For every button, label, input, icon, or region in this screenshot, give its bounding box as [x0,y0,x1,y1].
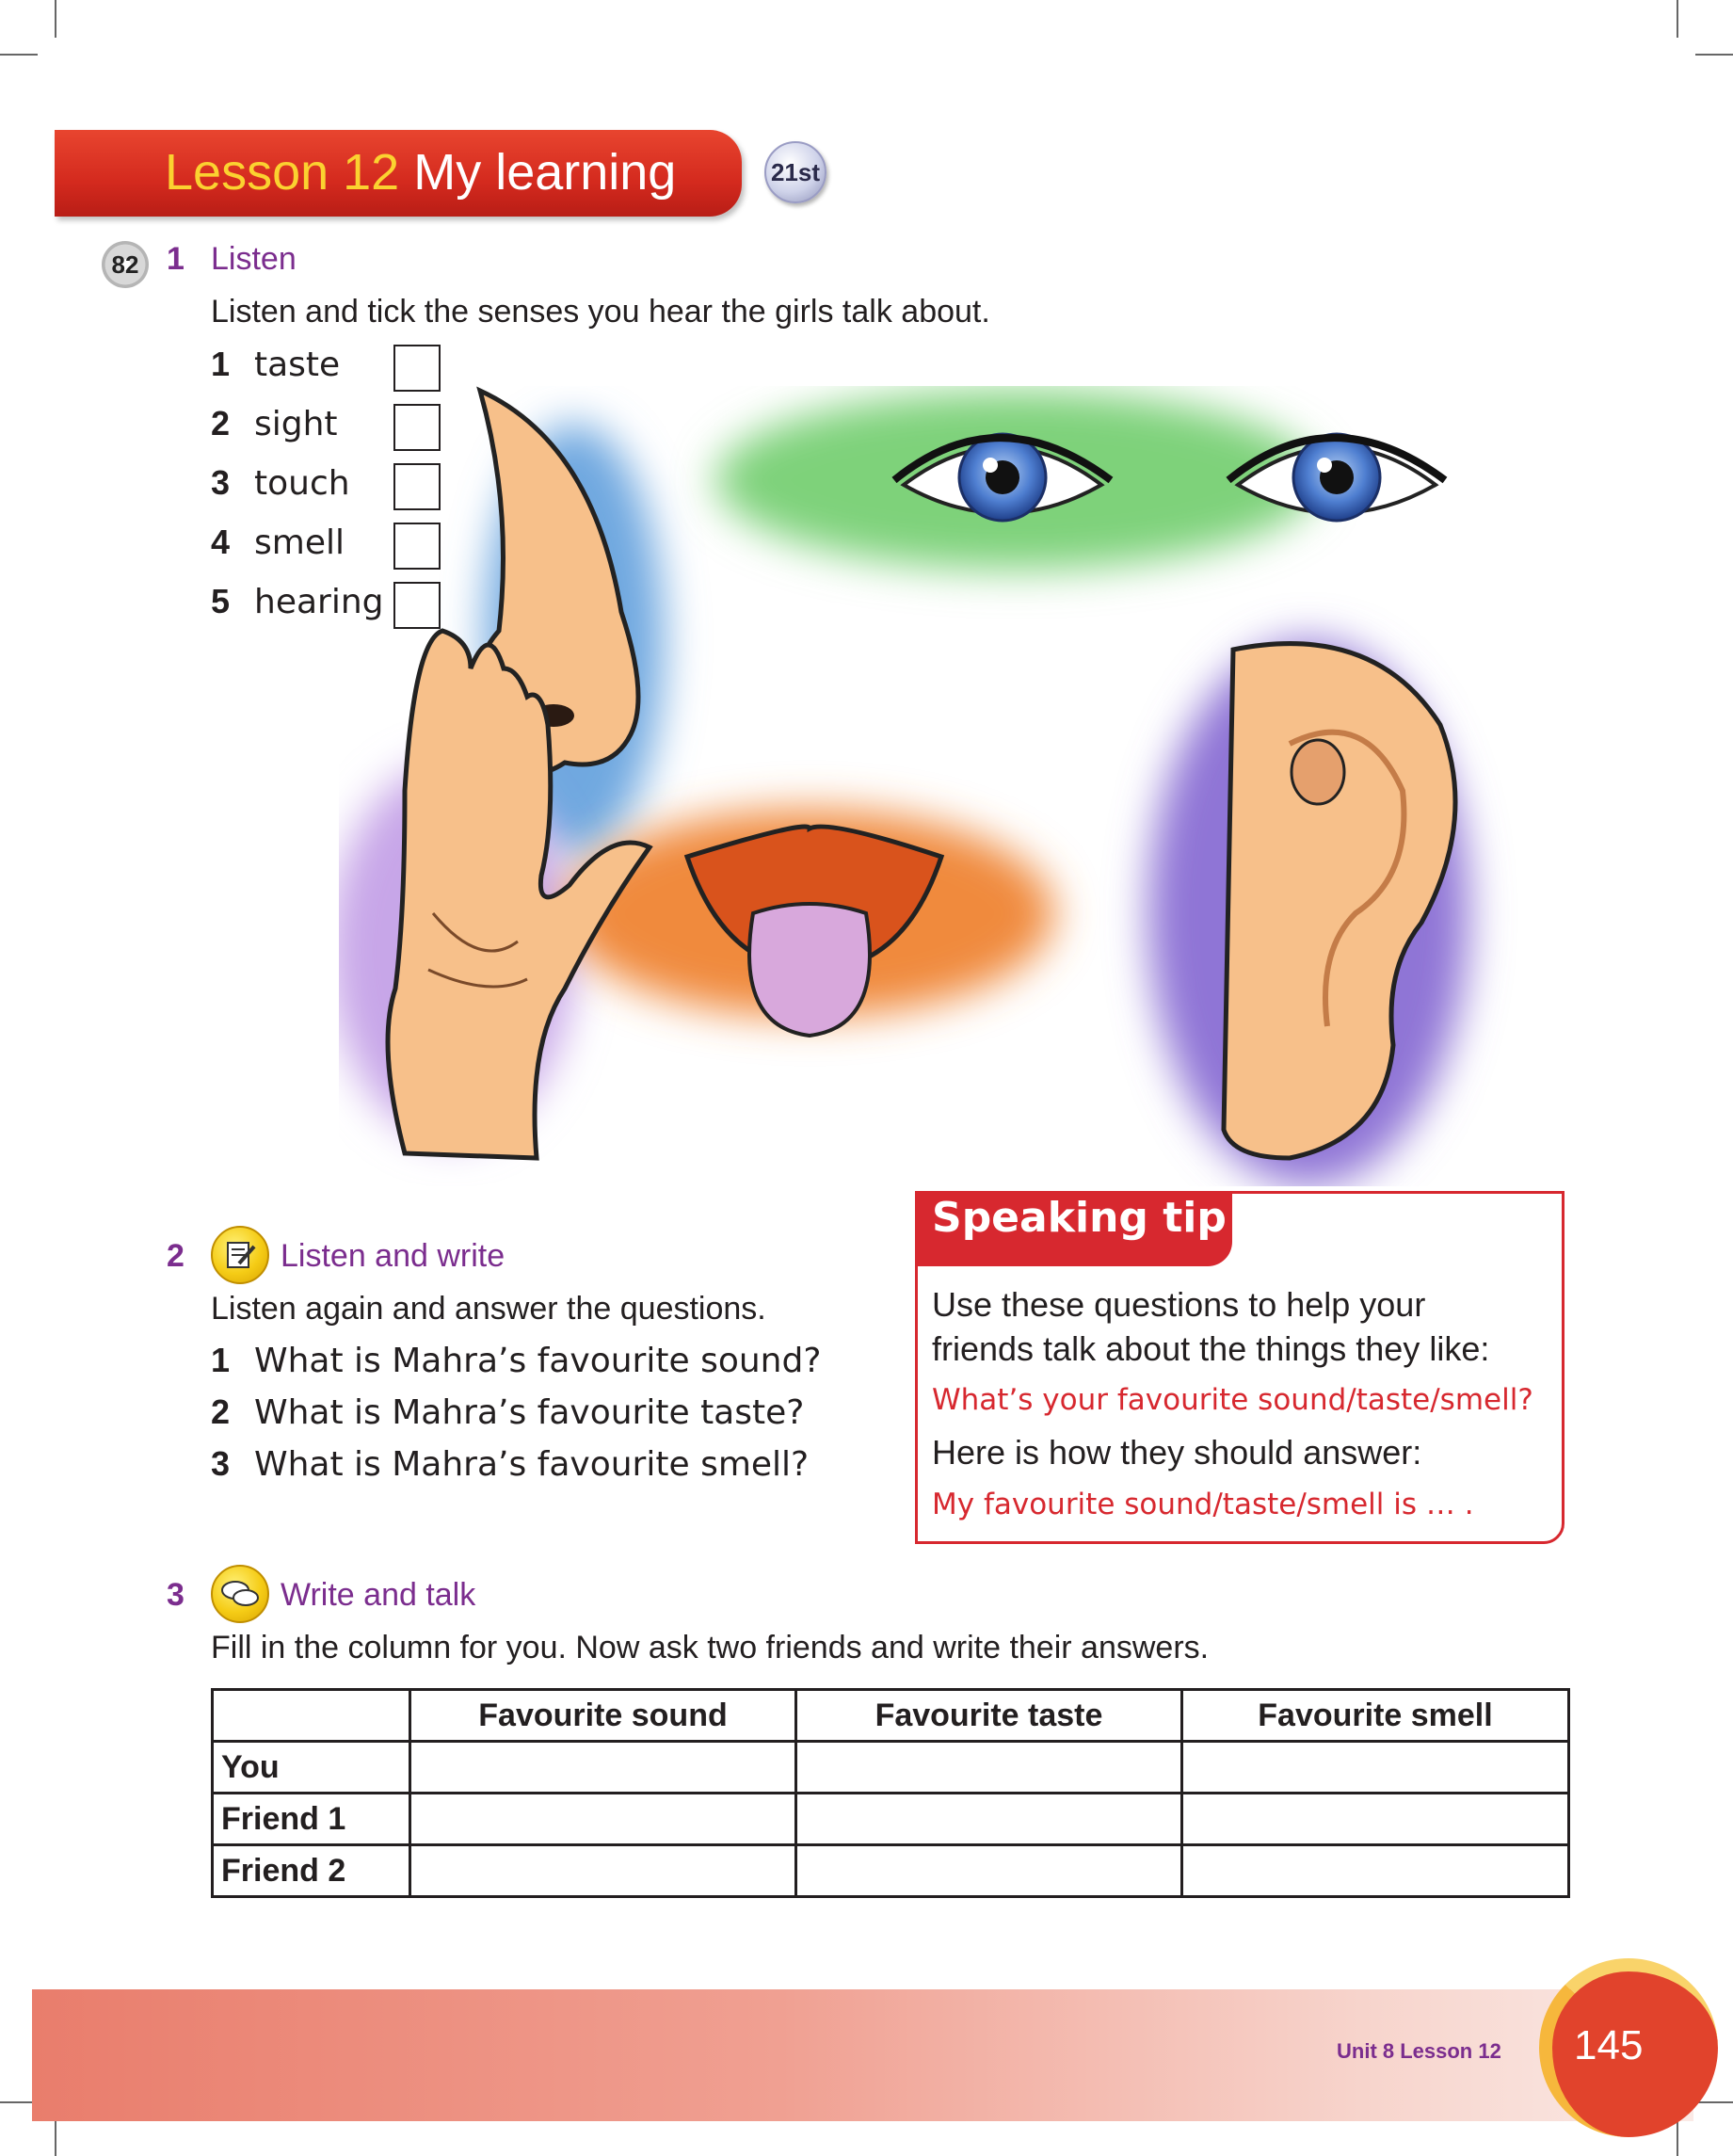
answer-cell[interactable] [796,1742,1182,1794]
section-3-title: Write and talk [281,1577,476,1613]
table-header-cell: Favourite taste [796,1690,1182,1742]
crop-mark [1695,54,1733,56]
section-3-number: 3 [167,1577,185,1613]
section-2-number: 2 [167,1238,185,1274]
question-number: 3 [211,1444,231,1483]
tick-box-taste[interactable] [393,345,441,392]
speaking-tip-title: Speaking tip [932,1194,1227,1242]
sense-item-touch [211,463,350,503]
answers-table [211,1688,1570,1898]
section-1-number: 1 [167,241,185,277]
table-row [213,1742,1569,1794]
section-1-title: Listen [211,241,297,277]
crop-mark [55,2118,56,2156]
audio-track-icon[interactable]: 82 [102,241,149,288]
table-header-cell: Favourite sound [410,1690,796,1742]
question-item [211,1341,821,1380]
senses-illustration [339,386,1563,1186]
table-row [213,1845,1569,1897]
row-label: You [213,1742,410,1794]
tongue-icon [749,904,870,1036]
crop-mark [0,54,38,56]
tip-example-answer: My favourite sound/taste/smell is … . [932,1488,1474,1521]
crop-mark [1677,2118,1678,2156]
lesson-label: Lesson 12 [165,144,400,201]
tip-line-1: Use these questions to help your [932,1285,1426,1324]
question-item [211,1444,809,1484]
item-number: 4 [211,523,231,561]
sense-item-taste [211,345,340,384]
table-row [213,1794,1569,1845]
item-number: 5 [211,582,231,620]
item-text: sight [254,405,338,443]
item-text: hearing [254,583,384,621]
answer-cell[interactable] [1182,1742,1569,1794]
unit-lesson-label: Unit 8 Lesson 12 [1337,2039,1501,2063]
writing-pencil-icon [211,1226,269,1284]
page-number: 145 [1574,2022,1644,2068]
lesson-heading [165,141,676,203]
answer-cell[interactable] [1182,1794,1569,1845]
speech-bubbles-icon [211,1565,269,1623]
chat-icon [213,1567,267,1621]
sense-item-sight [211,404,338,443]
question-number: 1 [211,1341,231,1379]
item-text: smell [254,523,345,562]
question-text: What is Mahra’s favourite sound? [254,1342,822,1380]
answer-cell[interactable] [410,1845,796,1897]
section-1-instruction: Listen and tick the senses you hear the girls talk about. [211,294,990,330]
table-header-cell: Favourite smell [1182,1690,1569,1742]
answer-cell[interactable] [1182,1845,1569,1897]
section-3-instruction: Fill in the column for you. Now ask two friends and write their answers. [211,1630,1210,1665]
pencil-icon [213,1228,267,1282]
question-text: What is Mahra’s favourite taste? [254,1393,805,1432]
row-label: Friend 1 [213,1794,410,1845]
table-header-cell [213,1690,410,1742]
tip-line-2: friends talk about the things they like: [932,1329,1490,1368]
question-text: What is Mahra’s favourite smell? [254,1445,810,1484]
tip-example-question: What’s your favourite sound/taste/smell? [932,1383,1533,1417]
crop-mark [55,0,56,38]
tip-line-3: Here is how they should answer: [932,1433,1422,1472]
item-number: 1 [211,345,231,383]
answer-cell[interactable] [410,1794,796,1845]
crop-mark [1695,2101,1733,2103]
item-number: 3 [211,463,231,502]
item-text: taste [254,346,341,384]
21st-century-skills-badge: 21st [764,141,826,203]
table-header-row [213,1690,1569,1742]
section-2-title: Listen and write [281,1238,505,1274]
question-item [211,1392,804,1432]
question-number: 2 [211,1392,231,1431]
answer-cell[interactable] [796,1794,1182,1845]
lesson-title: My learning [413,144,677,201]
answer-cell[interactable] [410,1742,796,1794]
item-text: touch [254,464,350,503]
section-2-instruction: Listen again and answer the questions. [211,1291,766,1327]
sense-item-smell [211,523,345,562]
item-number: 2 [211,404,231,442]
row-label: Friend 2 [213,1845,410,1897]
answer-cell[interactable] [796,1845,1182,1897]
crop-mark [1677,0,1678,38]
